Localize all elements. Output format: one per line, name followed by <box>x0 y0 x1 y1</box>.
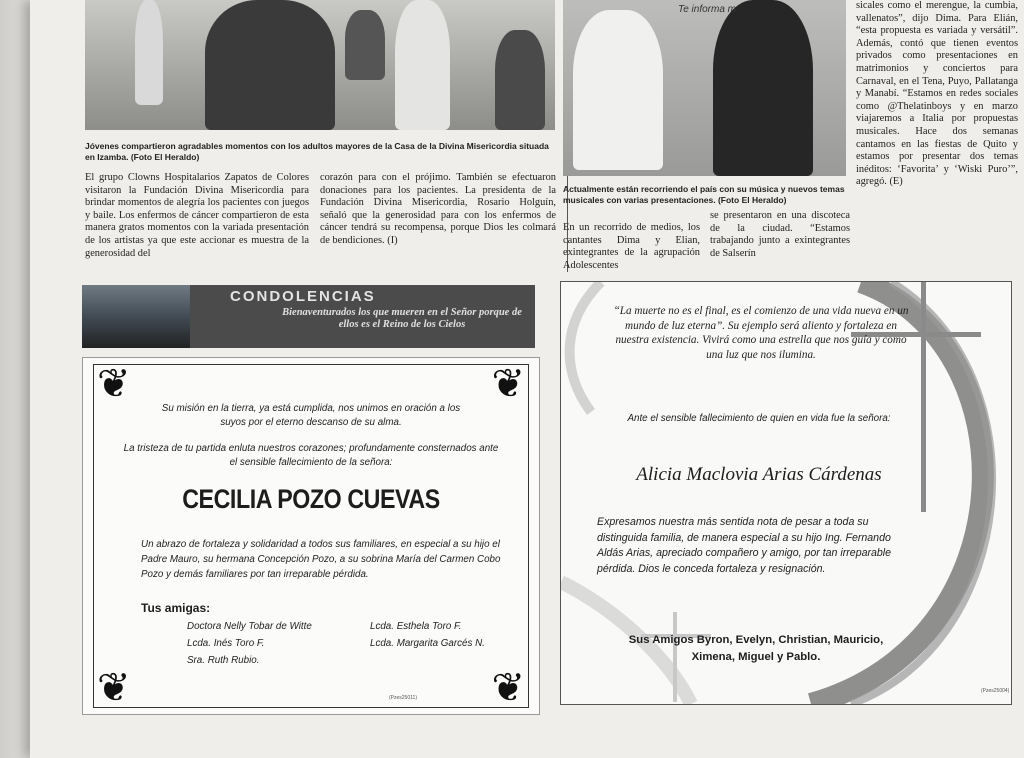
ad-code: (Pzes25011) <box>389 695 417 701</box>
left-article-col1: El grupo Clowns Hospitalarios Zapatos de Colores visitaron la Fundación Divina Misericordia para brindar momentos de alegría los pacientes con juegos y baile. Los enfermos de cáncer compartieron de esta manera gratos momentos con la variada presentación de los artistas ya que este accionar es muestra de la generosidad del <box>85 172 309 259</box>
corner-ornament-icon: ❦ <box>97 665 131 710</box>
photo-caption-left: Jóvenes compartieron agradables momentos con los adultos mayores de la Casa de la Divina Misericordia situada en Izamba. (Foto El Heraldo) <box>85 141 549 162</box>
signer: Sra. Ruth Rubio. <box>187 655 260 666</box>
signer: Doctora Nelly Tobar de Witte <box>187 621 312 632</box>
corner-ornament-icon: ❦ <box>97 361 131 406</box>
right-article-col1: En un recorrido de medios, los cantantes Dima y Elian, exintegrantes de la agrupación Adolescentes <box>563 222 700 271</box>
corner-ornament-icon: ❦ <box>491 361 525 406</box>
article-photo-right <box>563 0 846 176</box>
card1-signers-right <box>370 618 530 652</box>
card1-signers-heading: Tus amigas: <box>141 601 211 615</box>
corner-ornament-icon: ❦ <box>491 665 525 710</box>
signer: Lcda. Esthela Toro F. <box>370 621 462 632</box>
card1-deceased-name: CECILIA POZO CUEVAS <box>182 484 440 514</box>
card1-signers-left <box>187 618 367 669</box>
newspaper-page <box>30 0 1024 758</box>
binding-edge <box>0 0 30 758</box>
card1-message: Un abrazo de fortaleza y solidaridad a todos sus familiares, en especial a su hijo el Padre Mauro, su hermana Concepción Pozo, a su sobrina María del Carmen Cobo Pozo y demás familiares por tan irreparable pérdida. <box>141 539 501 580</box>
card2-deceased-name: Alicia Maclovia Arias Cárdenas <box>636 464 882 485</box>
condolencias-banner <box>82 285 535 348</box>
signer: Lcda. Margarita Garcés N. <box>370 638 485 649</box>
ad-code: (Pzes25004) <box>981 688 1010 694</box>
card2-signers: Sus Amigos Byron, Evelyn, Christian, Mauricio, Ximena, Miguel y Pablo. <box>628 634 884 663</box>
card1-intro: Su misión en la tierra, ya está cumplida, nos unimos en oración a los suyos por el eterno descanso de su alma. <box>161 403 461 428</box>
photo-caption-right: Actualmente están recorriendo el país con su música y nuevos temas musicales con varias presentaciones. (Foto El Heraldo) <box>563 184 845 205</box>
card1-sadness: La tristeza de tu partida enluta nuestros corazones; profundamente consternados ante el sensible fallecimiento de la señora: <box>123 443 499 468</box>
condolence-card-pozo <box>82 357 540 715</box>
right-article-col3: sicales como el merengue, la cumbia, vallenatos”, dijo Dima. Para Elián, “esta propuesta es variada y versátil”. Además, contó que tienen eventos privados como presentaciones en matrimonios y conciertos para Carnaval, en el Tena, Puyo, Pallatanga y Manabí. “Estamos en redes sociales como @Thelatinboys y en marzo viajaremos a Italia por propuestas musicales. Hace dos semanas cantamos en las fiestas de Quito y estamos por presentar dos temas inéditos: ‘Favorita’ y ‘Wiski Puro’”, agregó. (E) <box>856 0 1018 188</box>
photo-sign-text: Te informa m <box>678 4 736 15</box>
right-article-col2: se presentaron en una discoteca de la ciudad. “Estamos trabajando junto a exintegrantes de Salserín <box>710 210 850 259</box>
left-article-col2: corazón para con el prójimo. También se efectuaron donaciones para los pacientes. La presidenta de la Fundación Divina Misericordia, Rosario Holguín, señaló que la generosidad para con los enfermos de cáncer tendrá su recompensa, porque Dios les colmará de bendiciones. (I) <box>320 172 556 246</box>
card2-quote: “La muerte no es el final, es el comienzo de una vida nueva en un mundo de luz eterna”. Su ejemplo será aliento y fortaleza en nuestra existencia. Vivirá como una estrella que nos guía y como una luz que nos ilumina. <box>613 305 909 361</box>
banner-subtitle: Bienaventurados los que mueren en el Señor porque de ellos es el Reino de los Cielos <box>282 307 522 330</box>
condolence-card-arias <box>560 281 1012 705</box>
lighthouse-image <box>82 285 190 348</box>
banner-title: CONDOLENCIAS <box>230 288 376 305</box>
card2-intro: Ante el sensible fallecimiento de quien en vida fue la señora: <box>627 413 891 424</box>
article-photo-left <box>85 0 555 130</box>
signer: Lcda. Inés Toro F. <box>187 638 265 649</box>
card2-message: Expresamos nuestra más sentida nota de pesar a toda su distinguida familia, de manera especial a su hijo Ing. Fernando Aldás Arias, apreciado compañero y amigo, por tan irreparable pérdida. Dios le conceda fortaleza y resignación. <box>597 516 892 575</box>
